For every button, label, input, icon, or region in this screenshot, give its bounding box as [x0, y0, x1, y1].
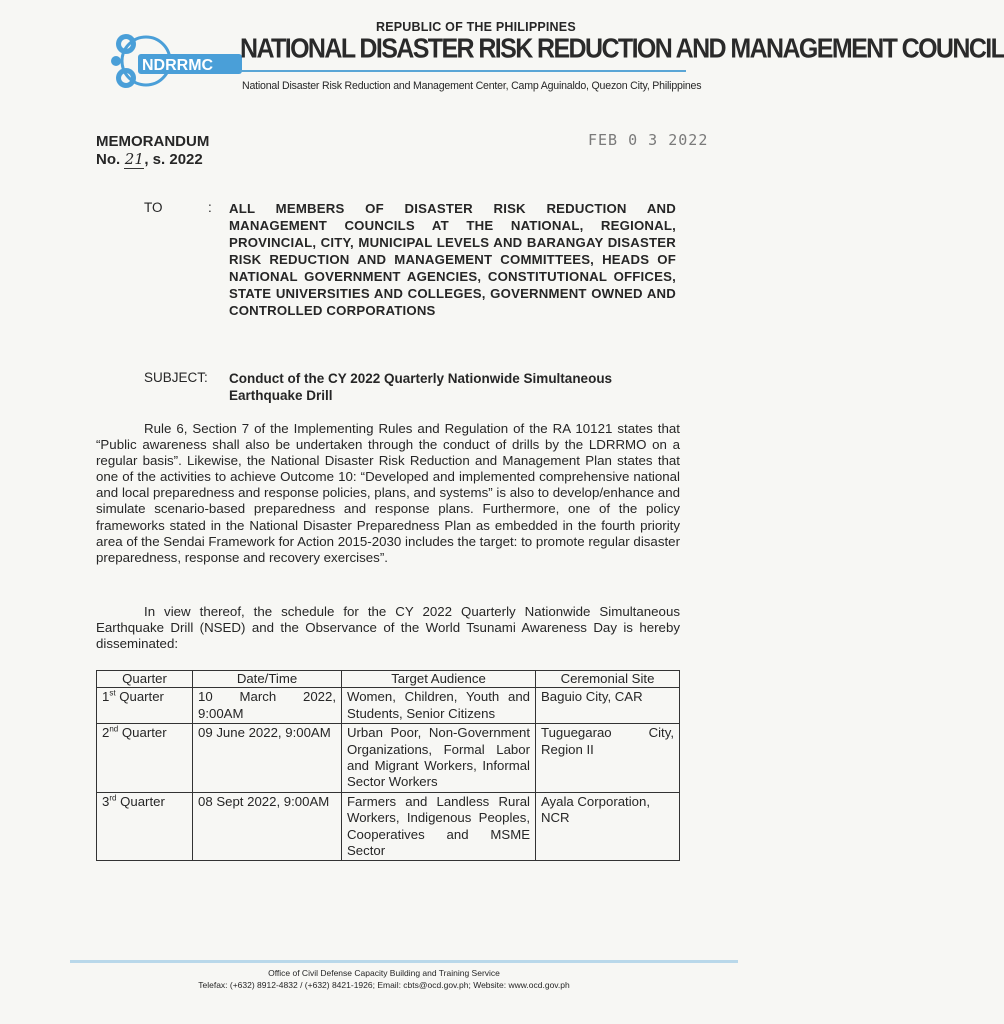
header-target-audience: Target Audience	[342, 671, 536, 688]
to-recipients: ALL MEMBERS OF DISASTER RISK REDUCTION AND MANAGEMENT COUNCILS AT THE NATIONAL, REGIONAL, PROVINCIAL, CITY, MUNICIPAL LEVELS AND BARANGAY DISASTER RISK REDUCTION AND MANAGEMENT COMMITTEES, HEADS OF NATIONAL GOVERNMENT AGENCIES, CONSTITUTIONAL OFFICES, STATE UNIVERSITIES AND COLLEGES, GOVERNMENT OWNED AND CONTROLLED CORPORATIONS	[229, 201, 676, 318]
subject-text: Conduct of the CY 2022 Quarterly Nationwide Simultaneous Earthquake Drill	[229, 371, 613, 403]
footer-contact: Telefax: (+632) 8912-4832 / (+632) 8421-1926; Email: cbts@ocd.gov.ph; Website: www.ocd.gov.ph	[198, 980, 570, 990]
ndrrmc-logo	[104, 22, 244, 104]
memo-number-value: 21	[124, 150, 144, 168]
cell-audience: Farmers and Landless Rural Workers, Indigenous Peoples, Cooperatives and MSME Sector	[342, 792, 536, 861]
cell-quarter	[97, 688, 193, 724]
cell-audience: Women, Children, Youth and Students, Senior Citizens	[342, 688, 536, 724]
quarter-word: Quarter	[118, 725, 167, 741]
memo-number	[96, 150, 203, 169]
quarter-suffix: nd	[109, 724, 119, 734]
paragraph-1-text: Rule 6, Section 7 of the Implementing Rules and Regulation of the RA 10121 states that “Public awareness shall also be undertaken through the conduct of drills by the LDRRMO on a regular basis”. Likewise, the National Disaster Risk Reduction and Management Plan states that one of the activities to achieve Outcome 10: “Developed and implemented comprehensive national and local preparedness and response policies, plans, and systems” is also to develop/enhance and simulate scenario-based preparedness and response plans. Furthermore, one of the policy frameworks stated in the National Disaster Preparedness Plan as embedded in the fourth priority area of the Sendai Framework for Action 2015-2030 includes the target: to promote regular disaster preparedness, response and recovery exercises”.	[96, 421, 680, 565]
memo-number-prefix: No.	[96, 151, 121, 168]
footer-divider	[70, 960, 738, 963]
quarter-suffix: st	[109, 689, 116, 699]
paragraph-2	[96, 604, 680, 652]
council-name: NATIONAL DISASTER RISK REDUCTION AND MANAGEMENT COUNCIL	[240, 33, 1004, 65]
memo-number-suffix: , s. 2022	[144, 151, 203, 168]
paragraph-2-text: In view thereof, the schedule for the CY 2022 Quarterly Nationwide Simultaneous Earthquake Drill (NSED) and the Observance of the World Tsunami Awareness Day is hereby disseminated:	[96, 604, 680, 652]
quarter-number: 2	[102, 725, 110, 741]
paragraph-1	[96, 421, 680, 566]
header-ceremonial-site: Ceremonial Site	[536, 671, 680, 688]
table-row	[97, 688, 680, 724]
cell-quarter	[97, 792, 193, 861]
cell-quarter	[97, 724, 193, 793]
cell-audience: Urban Poor, Non-Government Organizations, Formal Labor and Migrant Workers, Informal Sector Workers	[342, 724, 536, 793]
quarter-word: Quarter	[115, 689, 164, 705]
header-quarter: Quarter	[97, 671, 193, 688]
footer-office: Office of Civil Defense Capacity Building and Training Service	[268, 968, 500, 978]
quarter-suffix: rd	[109, 793, 117, 803]
memo-title: MEMORANDUM	[96, 133, 210, 150]
to-label: TO	[144, 200, 163, 215]
schedule-table	[96, 670, 680, 861]
logo-text: NDRRMC	[142, 57, 214, 74]
cell-datetime: 09 June 2022, 9:00AM	[193, 724, 342, 793]
logo-circle-left	[111, 56, 121, 66]
quarter-number: 3	[102, 793, 110, 809]
cell-site: Tuguegarao City, Region II	[536, 724, 680, 793]
header-datetime: Date/Time	[193, 671, 342, 688]
cell-site: Ayala Corporation, NCR	[536, 792, 680, 861]
republic-heading: REPUBLIC OF THE PHILIPPINES	[376, 20, 576, 34]
quarter-word: Quarter	[116, 793, 165, 809]
cell-datetime: 08 Sept 2022, 9:00AM	[193, 792, 342, 861]
quarter-number: 1	[102, 689, 110, 705]
cell-datetime: 10 March 2022, 9:00AM	[193, 688, 342, 724]
cell-site: Baguio City, CAR	[536, 688, 680, 724]
to-colon: :	[208, 200, 212, 215]
date-stamp: FEB 0 3 2022	[588, 131, 709, 149]
table-row	[97, 724, 680, 793]
letterhead-divider	[240, 70, 686, 72]
table-header-row	[97, 671, 680, 688]
center-address: National Disaster Risk Reduction and Management Center, Camp Aguinaldo, Quezon City, Philippines	[242, 80, 702, 92]
table-row	[97, 792, 680, 861]
subject-label: SUBJECT:	[144, 370, 208, 385]
